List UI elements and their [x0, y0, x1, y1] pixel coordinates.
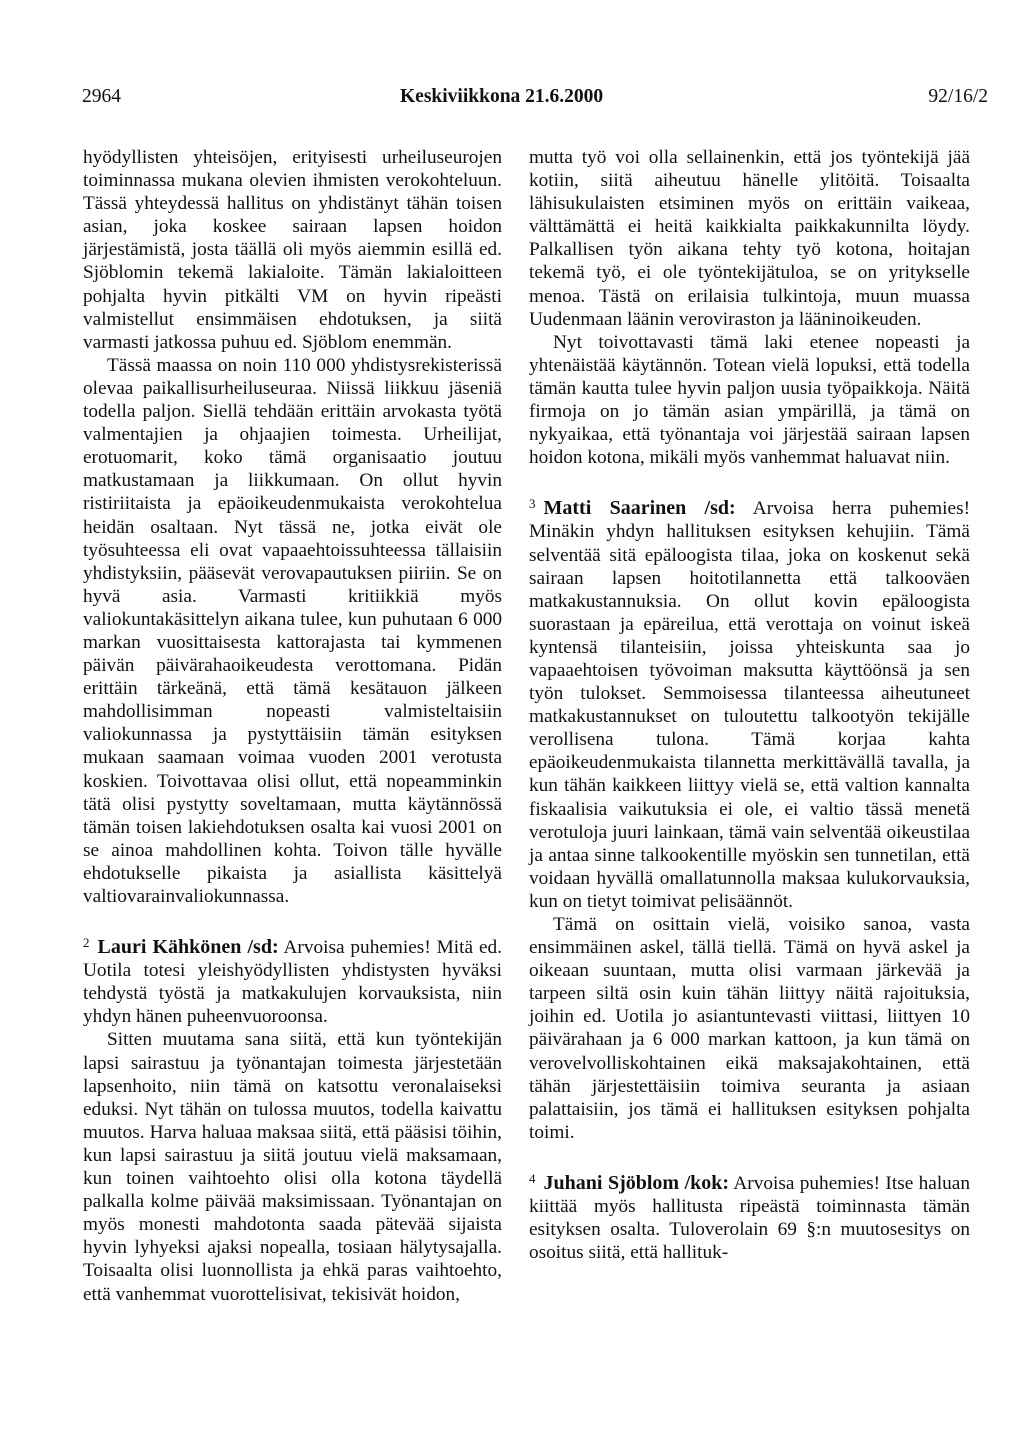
- paragraph: Sitten muutama sana siitä, että kun työntekijän lapsi sairastuu ja työnantajan toimesta järjestetään lapsenhoito, niin tämä on katsottu veronalaiseksi eduksi. Nyt tähän on tulossa muutos, todella kaivattu muutos. Harva haluaa maksaa siitä, että pääsisi töihin, kun lapsi sairastuu ja siitä joutuu vielä maksamaan, kun toinen vaihtoehto olisi olla kotona täydellä palkalla kolme päivää maksimissaan. Työnantajan on myös monesti mahdotonta saada pätevää sijaista hyvin lyhyeksi ajaksi nopealla, tosiaan hälytysajalla. Toisaalta olisi luonnollista ja ehkä paras vaihtoehto, että vanhemmat vuorottelisivat, tekisivät hoidon,: [83, 1029, 502, 1305]
- left-column: [83, 146, 502, 1306]
- page-number: 2964: [82, 86, 121, 107]
- speaker-name: Matti Saarinen /sd:: [543, 497, 736, 520]
- paragraph: Nyt toivottavasti tämä laki etenee nopeasti ja yhtenäistää käytännön. Totean vielä lopuksi, että todella tämän kautta tulee hyvin paljon uusia työpaikkoja. Näitä firmoja on jo tämän asian ympärillä, ja tämä on nykyaikaa, että työnantaja voi järjestää sairaan lapsen hoidon kotona, mikäli myös vanhemmat haluavat niin.: [529, 331, 970, 469]
- paragraph: mutta työ voi olla sellainenkin, että jos työntekijä jää kotiin, siitä aiheutuu hänelle ylitöitä. Toisaalta lähisukulaisten etsiminen myös on erittäin vaikeaa, välttämättä ei heitä kaikkialta paikkakunnilta löydy. Palkallisen työn aikana tehty työ kotona, hoitajan tekemä työ, ei ole työntekijätuloa, se on yritykselle menoa. Tästä on erilaisia tulkintoja, muun muassa Uudenmaan läänin veroviraston ja lääninoikeuden.: [529, 147, 970, 330]
- document-reference: 92/16/2: [928, 86, 988, 107]
- speech-number: 3: [529, 496, 536, 512]
- paragraph: Tässä maassa on noin 110 000 yhdistysrekisterissä olevaa paikallisurheiluseuraa. Niissä liikkuu jäseniä todella paljon. Siellä tehdään erittäin arvokasta työtä valmentajien ja ohjaajien toimesta. Urheilijat, erotuomarit, koko tämä organisaatio joutuu matkustamaan ja liikkumaan. On ollut hyvin ristiriitaista ja epäoikeudenmukaista verokohtelua heidän osaltaan. Nyt tässä ne, jotka eivät ole työsuhteessa eli ovat vapaaehtoissuhteessa tällaisiin yhdistyksiin, pääsevät verovapautuksen piiriin. Se on hyvä asia. Varmasti kritiikkiä myös valiokuntakäsittelyn aikana tulee, kun puhutaan 6 000 markan vuosittaisesta kattorajasta tai kymmenen päivän päivärahaoikeudesta verottomana. Pidän erittäin tärkeänä, että tämä kesätauon jälkeen mahdollisimman nopeasti valmisteltaisiin valiokunnassa ja pystyttäisiin tämän esityksen mukaan saamaan voimaa vuoden 2001 verotusta koskien. Toivottavaa olisi ollut, että nopeamminkin tätä olisi pystytty soveltamaan, mutta käytännössä tämän toisen lakiehdotuksen osalta kai vuosi 2001 on se ainoa mahdollinen kohta. Toivon tälle hyvälle ehdotukselle pikaista ja asiallista käsittelyä valtiovarainvaliokunnassa.: [83, 354, 502, 907]
- speech-text: Arvoisa puhemies! Mitä ed. Uotila totesi yleishyödyllisten yhdistysten hyväksi tehdystä työstä ja matkakulujen korvauksista, niin yhdyn hänen puheenvuoroonsa.: [83, 937, 502, 1028]
- speech-kahkonen: [83, 931, 502, 1028]
- speaker-name: Lauri Kähkönen /sd:: [97, 936, 279, 959]
- speech-number: 4: [529, 1170, 536, 1186]
- speaker-name: Juhani Sjöblom /kok:: [543, 1171, 730, 1194]
- speech-text: Arvoisa puhemies! Itse haluan kiittää myös hallitusta ripeästä toiminnasta tämän esityksen osalta. Tuloverolain 69 §:n muutosesitys on osoitus siitä, että hallituk-: [529, 1172, 971, 1264]
- speech-saarinen: [529, 492, 970, 913]
- paragraph: Tämä on osittain vielä, voisiko sanoa, vasta ensimmäinen askel, tällä tiellä. Tämä on hyvä askel ja oikeaan suuntaan, mutta olisi varmaan järkevää ja tarpeen siltä osin kuin tähän liittyy näitä rajoituksia, joihin ed. Uotila jo asiantuntevasti viittasi, liittyen 10 päivärahaan ja 6 000 markan kattoon, ja kun tämä on verovelvolliskohtainen eikä maksajakohtainen, että tähän järjestettäisiin toimiva seuranta ja asiaan palattaisiin, jos tämä ei hallituksen esityksen pohjalta toimi.: [529, 914, 970, 1143]
- paragraph: hyödyllisten yhteisöjen, erityisesti urheiluseurojen toiminnassa mukana olevien ihmisten verokohteluun. Tässä yhteydessä hallitus on yhdistänyt tähän toisen asian, joka koskee sairaan lapsen hoidon järjestämistä, josta täällä oli myös aiemmin esillä ed. Sjöblomin tekemä lakialoite. Tämän lakialoitteen pohjalta hyvin pitkälti VM on hyvin ripeästi valmistellut ensimmäisen ehdotuksen, ja siitä varmasti jatkossa puhuu ed. Sjöblom enemmän.: [83, 147, 502, 353]
- speech-text: Arvoisa herra puhemies! Minäkin yhdyn hallituksen esityksen kehujiin. Tämä selventää sitä epäloogista tilaa, joka on koskenut sekä sairaan lapsen hoitotilannetta että talkooväen matkakustannuksia. On ollut kovin epäloogista suorastaan ja epäreilua, että verottaja on voinut iskeä kyntensä tilanteisiin, joissa yhteiskunta saa jo vapaaehtoisen työvoiman maksutta käyttöönsä ja sen työn tulokset. Semmoisessa tilanteessa aiheutuneet matkakustannukset on tuloutettu talkootyön tekijälle verollisena tulona. Tämä korjaa kahta epäoikeudenmukaista tilannetta merkittävällä tavalla, ja kun tähän kaikkeen liittyy vielä se, että valtion kannalta fiskaalisia vaikutuksia ei ole, ei valtio tässä menetä verotuloja juuri lainkaan, tämä vain selventää oikeustilaa ja antaa sinne talkookentille myöskin sen tunnetilan, että voidaan hyvällä omallatunnolla maksaa kulukorvauksia, kun on tietyt toimivat pelisäännöt.: [529, 498, 970, 912]
- right-column: [529, 146, 970, 1264]
- page-header: [82, 86, 988, 116]
- speech-number: 2: [83, 935, 90, 951]
- speech-sjoblom: [529, 1167, 970, 1264]
- session-date: Keskiviikkona 21.6.2000: [400, 86, 604, 107]
